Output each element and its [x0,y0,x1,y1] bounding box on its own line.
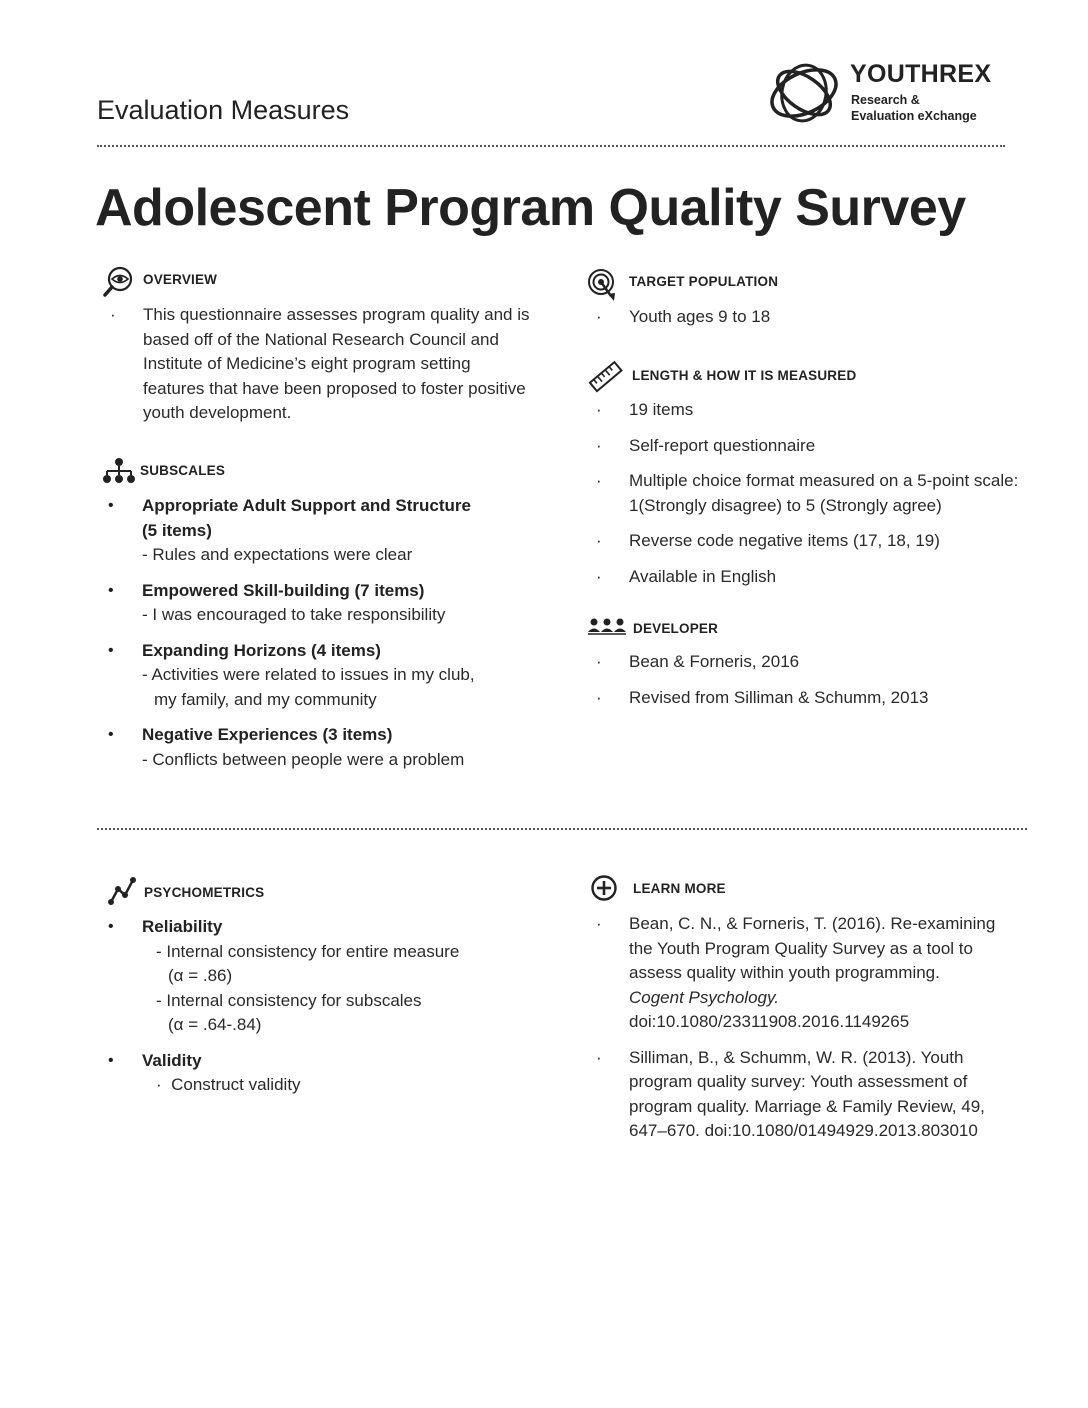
line-graph-icon [108,877,136,905]
list-item [108,915,538,1038]
magnifier-eye-icon [103,266,133,298]
psychometrics-section [108,877,538,1109]
length-list [596,398,1028,589]
logo-name: YOUTHREX [850,60,992,88]
subscale-title: Negative Experiences (3 items) [142,725,393,744]
logo-subtitle-line-2: Evaluation eXchange [851,109,977,123]
subscale-example: - I was encouraged to take responsibility [142,605,446,624]
section-label: Evaluation Measures [97,95,350,125]
subscale-title: Expanding Horizons (4 items) [142,640,381,660]
target-icon [587,268,619,302]
overview-heading: OVERVIEW [143,272,218,287]
youthrex-logo [766,58,1016,128]
subscale-item-count: (5 items) [142,520,212,540]
subscales-heading: SUBSCALES [140,463,226,478]
subscale-example: - Rules and expectations were clear [142,545,413,564]
reference-text: Bean, C. N., & Forneris, T. (2016). Re-examining the Youth Program Quality Survey as a tool to assess quality within youth programming. [629,914,996,982]
list-item: · Available in English [596,565,1028,590]
target-heading: TARGET POPULATION [629,274,779,289]
list-item [108,639,542,713]
reference-item: · Silliman, B., & Schumm, W. R. (2013). Youth program quality survey: Youth assessment of program quality. Marriage & Family Review, 49, 647–670. doi:10.1080/01494929.2013.803010 [596,1046,996,1144]
hierarchy-icon [102,457,136,487]
list-item: · 19 items [596,398,1028,423]
learn-more-list [596,912,996,1144]
reference-doi: doi:10.1080/23311908.2016.1149265 [629,1012,910,1031]
target-section [587,268,1027,330]
subscale-example-cont: my family, and my community [154,689,377,709]
people-group-icon [587,614,627,640]
document-title: Adolescent Program Quality Survey [95,179,966,237]
orbit-logo-icon [766,58,846,128]
subscale-example: - Activities were related to issues in my club, [142,665,475,684]
plus-circle-icon [590,874,618,902]
length-section [588,360,1028,600]
list-item: · Bean & Forneris, 2016 [596,650,1027,675]
subscales-list [108,494,542,772]
ruler-icon [588,360,624,394]
list-item: · Revised from Silliman & Schumm, 2013 [596,686,1027,711]
list-item: · Self-report questionnaire [596,434,1028,459]
subscale-title: Empowered Skill-building (7 items) [142,580,425,600]
overview-list [110,303,533,426]
overview-section [103,266,533,426]
list-item [108,723,542,772]
reliability-value: (α = .86) [168,966,233,985]
learn-more-section [590,874,1030,1155]
reliability-line: - Internal consistency for subscales [156,990,422,1010]
reliability-line: - Internal consistency for entire measure [156,941,460,961]
validity-title: Validity [142,1050,202,1070]
subscale-title: Appropriate Adult Support and Structure [142,496,471,515]
reliability-title: Reliability [142,917,223,936]
length-heading: LENGTH & HOW IT IS MEASURED [632,368,857,383]
logo-subtitle [851,92,977,124]
learn-more-heading: LEARN MORE [633,881,726,896]
list-item [108,494,542,568]
validity-line: · Construct validity [156,1075,301,1094]
reference-item [596,912,996,1035]
list-item: · Multiple choice format measured on a 5-point scale: 1(Strongly disagree) to 5 (Strongly agree) [596,469,1028,518]
list-item: · Reverse code negative items (17, 18, 19) [596,529,1028,554]
psychometrics-list [108,915,538,1098]
middle-divider [97,828,1027,830]
list-item [108,579,542,628]
subscales-section [102,457,542,783]
reliability-value: (α = .64-.84) [168,1015,262,1034]
list-item: · Youth ages 9 to 18 [596,305,1027,330]
subscale-example: - Conflicts between people were a problem [142,749,465,769]
developer-list [596,650,1027,710]
list-item: · This questionnaire assesses program quality and is based off of the National Research Council and Institute of Medicine’s eight program setting features that have been proposed to foster positive youth development. [110,303,533,426]
logo-subtitle-line-1: Research & [851,93,920,107]
target-list [596,305,1027,330]
reference-journal: Cogent Psychology. [629,987,779,1007]
psychometrics-heading: PSYCHOMETRICS [144,885,265,900]
developer-section [587,614,1027,721]
list-item [108,1049,538,1098]
validity-text: Construct validity [171,1075,301,1094]
developer-heading: DEVELOPER [633,621,719,636]
top-divider [97,145,1005,147]
